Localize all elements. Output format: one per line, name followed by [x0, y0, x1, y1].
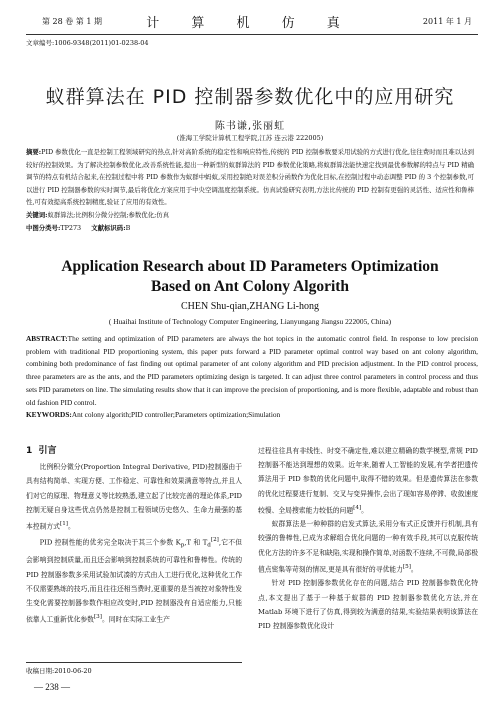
doc-code-label: 文献标识码: — [91, 223, 126, 232]
keywords-en-text: Ant colony algorith;PID controller;Parameters optimization;Simulation — [71, 410, 281, 420]
received-date: 收稿日期:2010-06-20 — [26, 667, 92, 675]
intro-paragraph-5: 针对 PID 控制器参数优化存在的问题,结合 PID 控制器参数优化特点,本文提出了基于一种基于蚁群的 PID 控制器参数优化方法,并在 Matlab 环境下进行了仿真,得到较为满意的结果,实验结果表明该算法在 PID 控制器参数优化设计 — [258, 579, 478, 630]
intro-paragraph-1: 比例积分微分(Proportion Integral Derivative, PID)控制器由于具有结构简单、实现方便、工作稳定、可靠性和效果满意等特点,并且人们对它的原理、物理意义等比较熟悉,建立起了比较完善的理论体系,PID 控制无疑自身这些优点仍然是控制工程领域历史悠久、生命力最强的基本控制方式[1]。 — [26, 463, 242, 531]
running-header — [10, 10, 490, 32]
paper-affiliation: (淮海工学院计算机工程学院,江苏 连云港 222005) — [176, 134, 324, 142]
abstract-label: 摘要: — [26, 148, 42, 156]
paper-authors: 陈书谦,张丽虹 — [214, 121, 286, 132]
keywords-en-label: KEYWORDS: — [26, 410, 72, 420]
footnote-rule — [26, 662, 242, 663]
abstract-text: PID 参数优化一直是控制工程领域研究的热点,针对高阶系统的稳定性和响应特性,传统的 PID 控制参数要采用试验的方式进行优化,往往费时而且难以达到较好的控制效果。为了解决控制参数优化,改善系统性能,提出一种新型的蚁群算法的 PID 参数优化策略,将蚁群算法能快速定找到最优参数解的特点与 PID 精确调节的特点有机结合起来,在控制过程中将 PID 参数作为蚁群中蚂蚁,采用控制绝对误差积分函数作为优化目标,在控制过程中动态调整 PID 的 3 个控制参数,可以进行 PID 控制器参数的实时调节,最后将优化方案应用于中央空调温度控制系统。仿真试验研究表明,方法比传统的 PID 控制有更强的灵活性、适应性和鲁棒性,可有效提高系统控制精度,验证了应用的有效性。 — [26, 148, 474, 207]
intro-paragraph-2: PID 控制性能的优劣完全取决于其三个参数 $K_p,T$ 和 $T_d[2]$,它不但会影响到控制质量,而且还会影响到控制系统的可靠性和鲁棒性。传统的 PID 控制器参数多采用试验加试凑的方式由人工进行优化,这种优化工作不仅需要熟练的技巧,而且往往还相当费时,更重要的是当被控对象特性发生变化需要控制器参数作相应改变时,PID 控制器没有自适应能力,只能依靠人工重新优化参数[3]。同时在实际工业生产 — [26, 537, 242, 624]
section-heading — [26, 444, 242, 458]
citation: [2] — [210, 537, 219, 544]
left-column — [26, 444, 242, 627]
page-number: — 238 — — [34, 682, 70, 692]
section-number: 1 — [26, 446, 33, 456]
keywords-text: 蚁群算法;比例积分微分控制;参数优化;仿真 — [47, 210, 170, 219]
keywords-label: 关键词: — [26, 210, 48, 219]
english-title-line-2: Based on Ant Colony Algorith — [150, 278, 350, 295]
doc-code-value: B — [125, 223, 131, 232]
english-title-line-1: Application Research about ID Parameters Optimization — [61, 258, 439, 275]
intro-paragraph-3: 过程往往具有非线性、时变不确定性,难以建立精确的数学模型,常规 PID 控制器不能达到理想的效果。近年来,随着人工智能的发展,有学者把遗传算法用于 PID 参数的优化问题中,取得不错的效果。但是遗传算法在参数的优化过程要进行复制、交叉与变异操作,会出了现如容易停滞、收敛速度较慢、全局搜索能力较低的问题[4]。 — [258, 447, 478, 515]
article-number: 文章编号:1006-9348(2011)01-0238-04 — [26, 39, 149, 47]
intro-paragraph-4: 蚁群算法是一种种群的启发式算法,采用分布式正反馈并行机制,具有较强的鲁棒性,已成为求解组合优化问题的一种有效手段,其可以克服传统优化方法的许多不足和缺陷,实现和操作简单,对函数不连续,不可微,局部极值点密集等苛刻的情况,更是具有很好的寻优能力[5]。 — [258, 520, 478, 574]
citation: [3] — [93, 614, 102, 621]
journal-volume: 第 28 卷 第 1 期 — [42, 17, 102, 26]
abstract-en-text: The setting and optimization of PID parameters are always the hot topics in the automatic control field. In response to low precision problem with traditional PID proportioning system, this paper puts forward a PID parameter optimal control way based on ant colony algorithm, combining both predominance of fast finding out optimal parameter of ant colony algorithm and PID precision adjustment. In the PID control process, three parameters are as the ants, and the PID parameters optimizing design is targeted. It can adjust three control parameters in control process and thus sets PID parameters on line. The simulating results show that it can improve the precision of proportioning, and is more flexible, adaptable and robust than old fashion PID control. — [26, 334, 478, 407]
citation: [1] — [59, 521, 68, 528]
section-title: 引言 — [38, 446, 57, 456]
abstract-en-label: ABSTRACT: — [26, 334, 68, 343]
right-column — [258, 444, 478, 633]
chinese-abstract-block — [26, 146, 474, 234]
english-abstract-block — [26, 333, 478, 422]
journal-name: 计 算 机 仿 真 — [146, 16, 354, 31]
clc-label: 中图分类号: — [26, 223, 61, 232]
paper-title: 蚁群算法在 PID 控制器参数优化中的应用研究 — [45, 86, 455, 108]
english-authors: CHEN Shu-qian,ZHANG Li-hong — [180, 301, 320, 312]
issue-date: 2011 年 1 月 — [422, 17, 472, 26]
clc-value: TP273 — [60, 223, 82, 232]
citation: [4] — [353, 504, 362, 511]
header-rule — [26, 34, 478, 35]
citation: [5] — [402, 563, 411, 570]
english-affiliation: ( Huaihai Institute of Technology Computer Engineering, Lianyungang Jiangsu 222005, China) — [108, 317, 392, 326]
